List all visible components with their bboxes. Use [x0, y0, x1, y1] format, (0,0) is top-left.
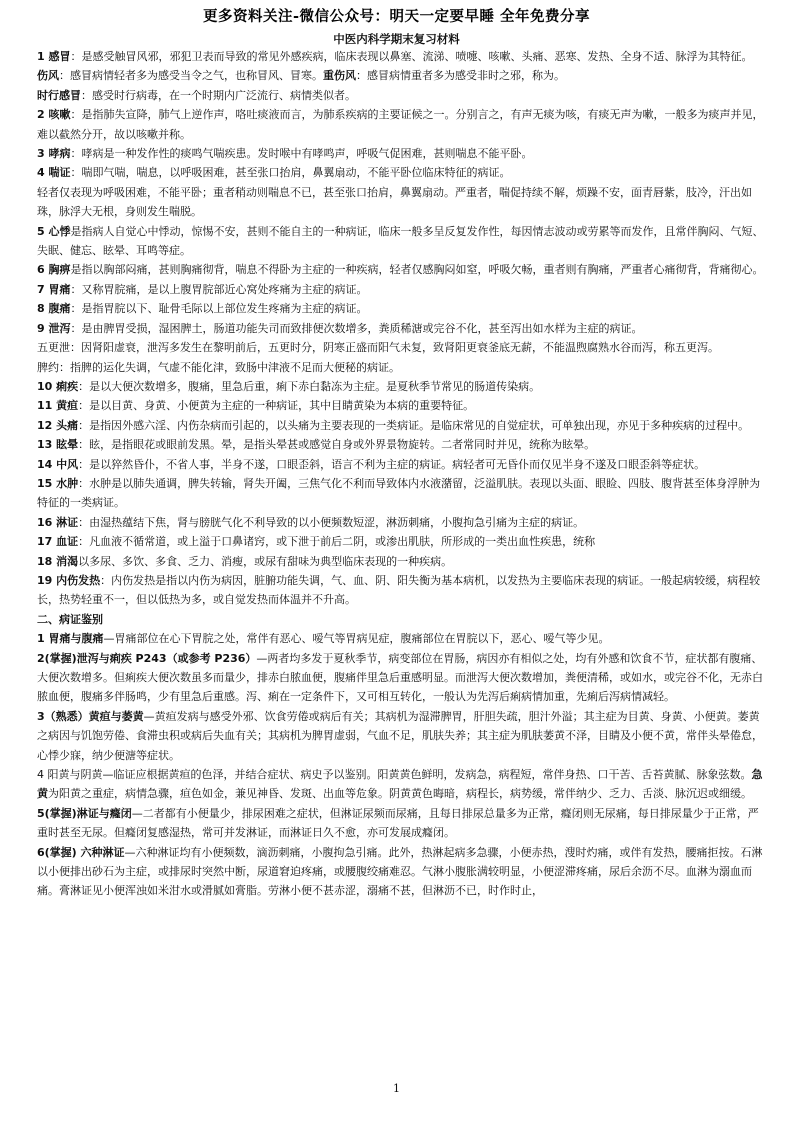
- definition-text: —黄疸发病与感受外邪、饮食劳倦或病后有关；其病机为湿滞脾胃，肝胆失疏，胆汁外溢；其主症为目黄、身黄、小便黄。萎黄之病因与饥饱劳倦、食滞虫积或病后失血有关；其病机为脾胃虚弱，气血不足，肌肤失养；其主症为肌肤萎黄不泽，目睛及小便不黄，常伴头晕倦怠，心悸少寐，纳少便溏等症状。: [37, 709, 763, 762]
- term: (掌握)泄泻与痢疾 P243（或参考 P236）: [44, 651, 257, 665]
- paragraph: [37, 105, 765, 144]
- item-number: 9: [37, 321, 49, 335]
- term: 眩晕: [56, 438, 79, 452]
- item-number: 16: [37, 515, 57, 529]
- item-number: 2: [37, 651, 45, 665]
- term: 水肿: [56, 476, 79, 490]
- term: 哮病: [48, 147, 71, 161]
- paragraph: [37, 649, 765, 707]
- term: 伤风: [37, 69, 59, 83]
- paragraph: [37, 513, 765, 532]
- paragraph: [37, 765, 765, 804]
- definition-text: ：凡血液不循常道，或上溢于口鼻诸窍，或下泄于前后二阴，或渗出肌肤，所形成的一类出血性疾患，统称: [78, 535, 596, 549]
- section-heading: [37, 610, 765, 629]
- term: 心悸: [48, 224, 71, 238]
- definition-text: ：感受时行病毒，在一个时期内广泛流行、病情类似者。: [81, 88, 356, 102]
- item-number: 10: [37, 379, 57, 393]
- paragraph: [37, 222, 765, 261]
- paragraph: [37, 804, 765, 843]
- definition-text: ：是指因外感六淫、内伤杂病而引起的，以头痛为主要表现的一类病证。是临床常见的自觉症状，可单独出现，亦见于多种疾病的过程中。: [78, 418, 750, 432]
- paragraph: [37, 280, 765, 299]
- definition-text: ：是指胃脘以下、耻骨毛际以上部位发生疼痛为主症的病证。: [70, 302, 368, 316]
- definition-text: ：水肿是以肺失通调，脾失转输，肾失开阖，三焦气化不利而导致体内水液潴留，泛溢肌肤。表现以头面、眼睑、四肢、腹背甚至体身浮肿为特征的一类病证。: [37, 476, 761, 510]
- item-number: 18: [37, 554, 57, 568]
- definition-text: —二者都有小便量少，排尿困难之症状，但淋证尿频而尿痛，且每日排尿总量多为正常，癃闭则无尿痛，每日排尿量少于正常，严重时甚至无尿。但癃闭复感湿热，常可并发淋证，而淋证日久不愈，亦可发展成癃闭。: [37, 806, 759, 840]
- paragraph: [37, 260, 765, 279]
- paragraph: [37, 66, 765, 85]
- item-number: 8: [37, 302, 49, 316]
- item-number: 3（熟悉）: [37, 709, 89, 723]
- term: (掌握) 六种淋证: [44, 845, 125, 859]
- term: 重伤风: [323, 69, 356, 83]
- paragraph: [37, 707, 765, 765]
- document-title: 中医内科学期末复习材料: [333, 32, 460, 46]
- definition-text: ：是以目黄、身黄、小便黄为主症的一种病证，其中目睛黄染为本病的重要特征。: [78, 399, 475, 413]
- term: 泄泻: [48, 321, 71, 335]
- term: 咳嗽: [48, 108, 71, 122]
- definition-text: 轻者仅表现为呼吸困难，不能平卧；重者稍动则喘息不已，甚至张口抬肩，鼻翼扇动。严重者，喘促持续不解，烦躁不安，面青唇紫，肢冷，汗出如珠，脉浮大无根，身则发生喘脱。: [37, 185, 752, 219]
- definition-text: 是指病人自觉心中悸动，惊惕不安，甚则不能自主的一种病证，临床一般多呈反复发作性，每因情志波动或劳累等而发作，且常伴胸闷、气短、失眠、健忘、眩晕、耳鸣等症。: [37, 224, 764, 258]
- definition-text: ：眩，是指眼花或眼前发黑。晕，是指头晕甚或感觉自身或外界景物旋转。二者常同时并见，统称为眩晕。: [78, 438, 596, 452]
- paragraph: [37, 532, 765, 551]
- paragraph: [37, 183, 765, 222]
- paragraph: [37, 319, 765, 338]
- definition-text: ：感冒病情轻者多为感受当令之气，也称冒风、冒寒。: [59, 69, 323, 83]
- definition-text: —胃痛部位在心下胃脘之处，常伴有恶心、嗳气等胃病见症，腹痛部位在胃脘以下，恶心、嗳气等少见。: [103, 632, 610, 646]
- item-number: 14: [37, 457, 57, 471]
- section-title: 二、病证鉴别: [37, 612, 103, 626]
- definition-text: 五更泄：因肾阳虚衰，泄泻多发生在黎明前后，五更时分，阴寒正盛而阳气未复，致肾阳更衰釜底无薪，不能温煦腐熟水谷而泻，称五更泻。: [37, 341, 719, 355]
- definition-text: ：是感受触冒风邪，邪犯卫表而导致的常见外感疾病，临床表现以鼻塞、流涕、喷嚏、咳嗽、头痛、恶寒、发热、全身不适、脉浮为其特征。: [70, 50, 753, 63]
- term: 中风: [56, 457, 79, 471]
- item-number: 5: [37, 806, 45, 820]
- item-number: 3: [37, 147, 49, 161]
- definition-text: ：由湿热蕴结下焦，肾与膀胱气化不利导致的以小便频数短涩，淋沥刺痛，小腹拘急引痛为主症的病证。: [78, 515, 585, 529]
- definition-text: ：又称胃脘痛，是以上腹胃脘部近心窝处疼痛为主症的病证。: [70, 282, 368, 296]
- definition-text: 脾约：指脾的运化失调，气虚不能化津，致肠中津液不足而大便秘的病证。: [37, 360, 400, 374]
- definition-text: 以多尿、多饮、多食、乏力、消瘦，或尿有甜味为典型临床表现的一种疾病。: [78, 554, 453, 568]
- item-number: 12: [37, 418, 57, 432]
- item-number: 2: [37, 108, 49, 122]
- definition-text: ：是由脾胃受损，湿困脾土，肠道功能失司而致排便次数增多，粪质稀溏或完谷不化，甚至泻出如水样为主症的病证。: [70, 321, 643, 335]
- term: (掌握)淋证与癃闭: [44, 806, 132, 820]
- paragraph: [37, 552, 765, 571]
- definition-text: —六种淋证均有小便频数，滴沥刺痛，小腹拘急引痛。此外，热淋起病多急骤，小便赤热，溲时灼痛，或伴有发热，腰痛拒按。石淋以小便排出砂石为主症，或排尿时突然中断，尿道窘迫疼痛，或腰腹绞痛难忍。气淋小腹胀满较明显，小便涩滞疼痛，尿后余沥不尽。血淋为溺血而痛。膏淋证见小便浑浊如米泔水或滑腻如膏脂。劳淋小便不甚赤涩，溺痛不甚，但淋沥不已，时作时止，: [37, 845, 763, 898]
- term: 消渴: [56, 554, 79, 568]
- item-number: 19: [37, 573, 57, 587]
- banner-header: 更多资料关注-微信公众号：明天一定要早睡 全年免费分享: [202, 8, 591, 25]
- paragraph: [37, 47, 765, 66]
- page-number: 1: [393, 1082, 400, 1095]
- item-number: 15: [37, 476, 57, 490]
- definition-text: ：内伤发热是指以内伤为病因，脏腑功能失调，气、血、阴、阳失衡为基本病机，以发热为主要临床表现的病证。一般起病较缓，病程较长，热势轻重不一，但以低热为多，或自觉发热而体温并不升高。: [37, 573, 761, 607]
- item-number: 1: [37, 632, 49, 646]
- term: 黄疸: [56, 399, 79, 413]
- paragraph: [37, 435, 765, 454]
- term: 时行感冒: [37, 88, 81, 102]
- term: 黄疸与萎黄: [88, 709, 144, 723]
- document-body: [37, 47, 765, 901]
- definition-text: ：是以猝然昏仆，不省人事，半身不遂，口眼歪斜，语言不利为主症的病证。病轻者可无昏仆而仅见半身不遂及口眼歪斜等症状。: [78, 457, 706, 471]
- item-number: 5: [37, 224, 49, 238]
- term: 淋证: [56, 515, 79, 529]
- definition-text: ：是指肺失宣降，肺气上逆作声，咯吐痰液而言，为肺系疾病的主要证候之一。分别言之，有声无痰为咳，有痰无声为嗽，一般多为痰声并见，难以截然分开，故以咳嗽并称。: [37, 108, 764, 141]
- definition-text: ：是以大便次数增多，腹痛，里急后重，痢下赤白黏冻为主症。是夏秋季节常见的肠道传染病。: [78, 379, 541, 393]
- paragraph: [37, 358, 765, 377]
- paragraph: [37, 843, 765, 901]
- paragraph: [37, 163, 765, 182]
- term: 胸痹: [48, 263, 71, 277]
- paragraph: [37, 455, 765, 474]
- item-number: 1: [37, 50, 49, 63]
- item-number: 6: [37, 845, 45, 859]
- term: 内伤发热: [56, 573, 101, 587]
- item-number: 4: [37, 768, 48, 782]
- paragraph: [37, 396, 765, 415]
- term: 腹痛: [48, 302, 71, 316]
- item-number: 6: [37, 263, 49, 277]
- item-number: 13: [37, 438, 57, 452]
- paragraph: [37, 416, 765, 435]
- paragraph: [37, 474, 765, 513]
- paragraph: [37, 144, 765, 163]
- paragraph: [37, 338, 765, 357]
- definition-text: 为阳黄之重症，病情急骤，疸色如金，兼见神昏、发斑、出血等危象。阴黄黄色晦暗，病程长，病势缓，常伴纳少、乏力、舌淡、脉沉迟或细缓。: [48, 787, 752, 801]
- term: 痢疾: [56, 379, 79, 393]
- paragraph: [37, 299, 765, 318]
- term: 喘证: [48, 166, 71, 180]
- paragraph: [37, 86, 765, 105]
- item-number: 11: [37, 399, 57, 413]
- item-number: 17: [37, 535, 57, 549]
- paragraph: [37, 377, 765, 396]
- definition-text: —两者均多发于夏秋季节，病变部位在胃肠，病因亦有相似之处，均有外感和饮食不节，症状都有腹痛、大便次数增多。但痢疾大便次数虽多而量少，排赤白脓血便，腹痛伴里急后重感明显。而泄泻大便次数增加，粪便清稀，或如水，或完谷不化，无赤白脓血便，腹痛多伴肠鸣，少有里急后重感。泻、痢在一定条件下，又可相互转化，一般认为先泻后痢病情加重，先痢后泻病情减轻。: [37, 651, 763, 704]
- definition-text: ：哮病是一种发作性的痰鸣气喘疾患。发时喉中有哮鸣声，呼吸气促困难，甚则喘息不能平卧。: [70, 147, 533, 161]
- term: 感冒: [48, 50, 71, 63]
- term: 急黄: [37, 768, 763, 801]
- term: 胃痛与腹痛: [48, 632, 104, 646]
- definition-text: 是指以胸部闷痛，甚则胸痛彻背，喘息不得卧为主症的一种疾病，轻者仅感胸闷如窒，呼吸欠畅，重者则有胸痛，严重者心痛彻背，背痛彻心。: [70, 263, 764, 277]
- definition-text: 阳黄与阴黄—临证应根据黄疸的色泽，并结合症状、病史予以鉴别。阳黄黄色鲜明，发病急，病程短，常伴身热、口干苦、舌苔黄腻、脉象弦数。: [47, 768, 752, 782]
- term: 胃痛: [48, 282, 71, 296]
- paragraph: [37, 571, 765, 610]
- item-number: 7: [37, 282, 49, 296]
- term: 血证: [56, 535, 79, 549]
- definition-text: ：喘即气喘，喘息，以呼吸困难，甚至张口抬肩，鼻翼扇动，不能平卧位临床特征的病证。: [70, 166, 511, 180]
- definition-text: ：感冒病情重者多为感受非时之邪，称为。: [356, 69, 565, 83]
- term: 头痛: [56, 418, 79, 432]
- paragraph: [37, 629, 765, 648]
- item-number: 4: [37, 166, 49, 180]
